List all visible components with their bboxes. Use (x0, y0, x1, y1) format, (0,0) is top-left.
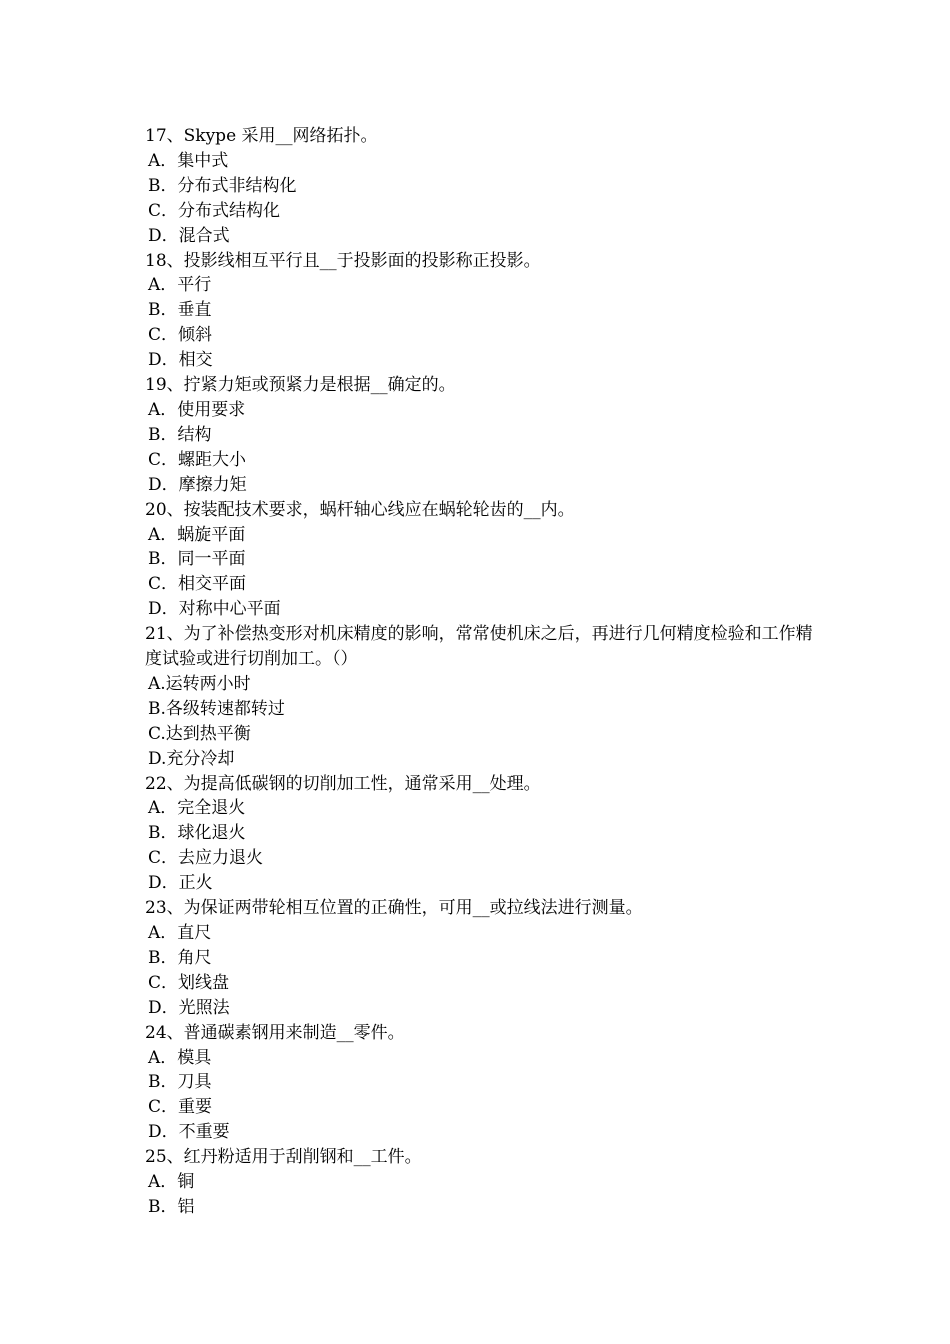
question-21 (145, 622, 815, 771)
option-a: A．蜗旋平面 (148, 524, 246, 545)
option-d: D.充分冷却 (148, 748, 235, 769)
option-a: A．使用要求 (148, 399, 246, 420)
option-c: C．去应力退火 (148, 848, 264, 869)
option-b: B.各级转速都转过 (148, 698, 285, 719)
option-d: D．相交 (148, 350, 213, 371)
option-b: B．垂直 (148, 300, 212, 321)
option-b: B．球化退火 (148, 823, 246, 844)
option-a: A．模具 (148, 1047, 212, 1068)
question-17 (145, 124, 815, 249)
question-22 (145, 772, 815, 897)
question-stem: 22、为提高低碳钢的切削加工性，通常采用__处理。 (145, 773, 541, 794)
question-stem: 17、Skype 采用__网络拓扑。 (145, 126, 378, 146)
option-c: C．划线盘 (148, 972, 230, 993)
option-d: D．光照法 (148, 997, 230, 1018)
question-list (145, 124, 815, 1220)
option-c: C．重要 (148, 1097, 213, 1118)
question-stem: 25、红丹粉适用于刮削钢和__工件。 (145, 1147, 422, 1168)
option-b: B．铝 (148, 1196, 195, 1217)
option-c: C．倾斜 (148, 325, 213, 346)
question-20 (145, 498, 815, 623)
option-b: B．角尺 (148, 947, 212, 968)
option-d: D．不重要 (148, 1122, 230, 1143)
question-19 (145, 373, 815, 498)
option-a: A．集中式 (148, 150, 229, 171)
option-d: D．对称中心平面 (148, 599, 281, 620)
option-a: A.运转两小时 (148, 673, 251, 694)
question-stem: 20、按装配技术要求，蜗杆轴心线应在蜗轮轮齿的__内。 (145, 499, 575, 520)
question-stem: 23、为保证两带轮相互位置的正确性，可用__或拉线法进行测量。 (145, 898, 643, 919)
option-a: A．平行 (148, 275, 212, 296)
option-d: D．摩擦力矩 (148, 474, 247, 495)
option-a: A．直尺 (148, 923, 212, 943)
option-d: D．正火 (148, 873, 213, 894)
question-25 (145, 1145, 815, 1220)
question-18 (145, 249, 815, 374)
option-b: B．分布式非结构化 (148, 175, 297, 196)
option-c: C.达到热平衡 (148, 723, 251, 744)
option-c: C．分布式结构化 (148, 200, 281, 221)
option-d: D．混合式 (148, 225, 230, 246)
question-stem: 19、拧紧力矩或预紧力是根据__确定的。 (145, 375, 456, 396)
option-c: C．螺距大小 (148, 449, 247, 470)
option-b: B．刀具 (148, 1072, 212, 1093)
question-23 (145, 896, 815, 1021)
option-c: C．相交平面 (148, 574, 247, 595)
option-a: A．铜 (148, 1172, 195, 1193)
question-24 (145, 1021, 815, 1146)
question-stem: 24、普通碳素钢用来制造__零件。 (145, 1022, 405, 1043)
option-b: B．结构 (148, 424, 212, 445)
option-a: A．完全退火 (148, 798, 246, 819)
option-b: B．同一平面 (148, 549, 246, 570)
question-stem: 18、投影线相互平行且__于投影面的投影称正投影。 (145, 250, 541, 271)
question-stem: 21、为了补偿热变形对机床精度的影响，常常使机床之后，再进行几何精度检验和工作精度试验或进行切削加工。（） (145, 624, 813, 670)
